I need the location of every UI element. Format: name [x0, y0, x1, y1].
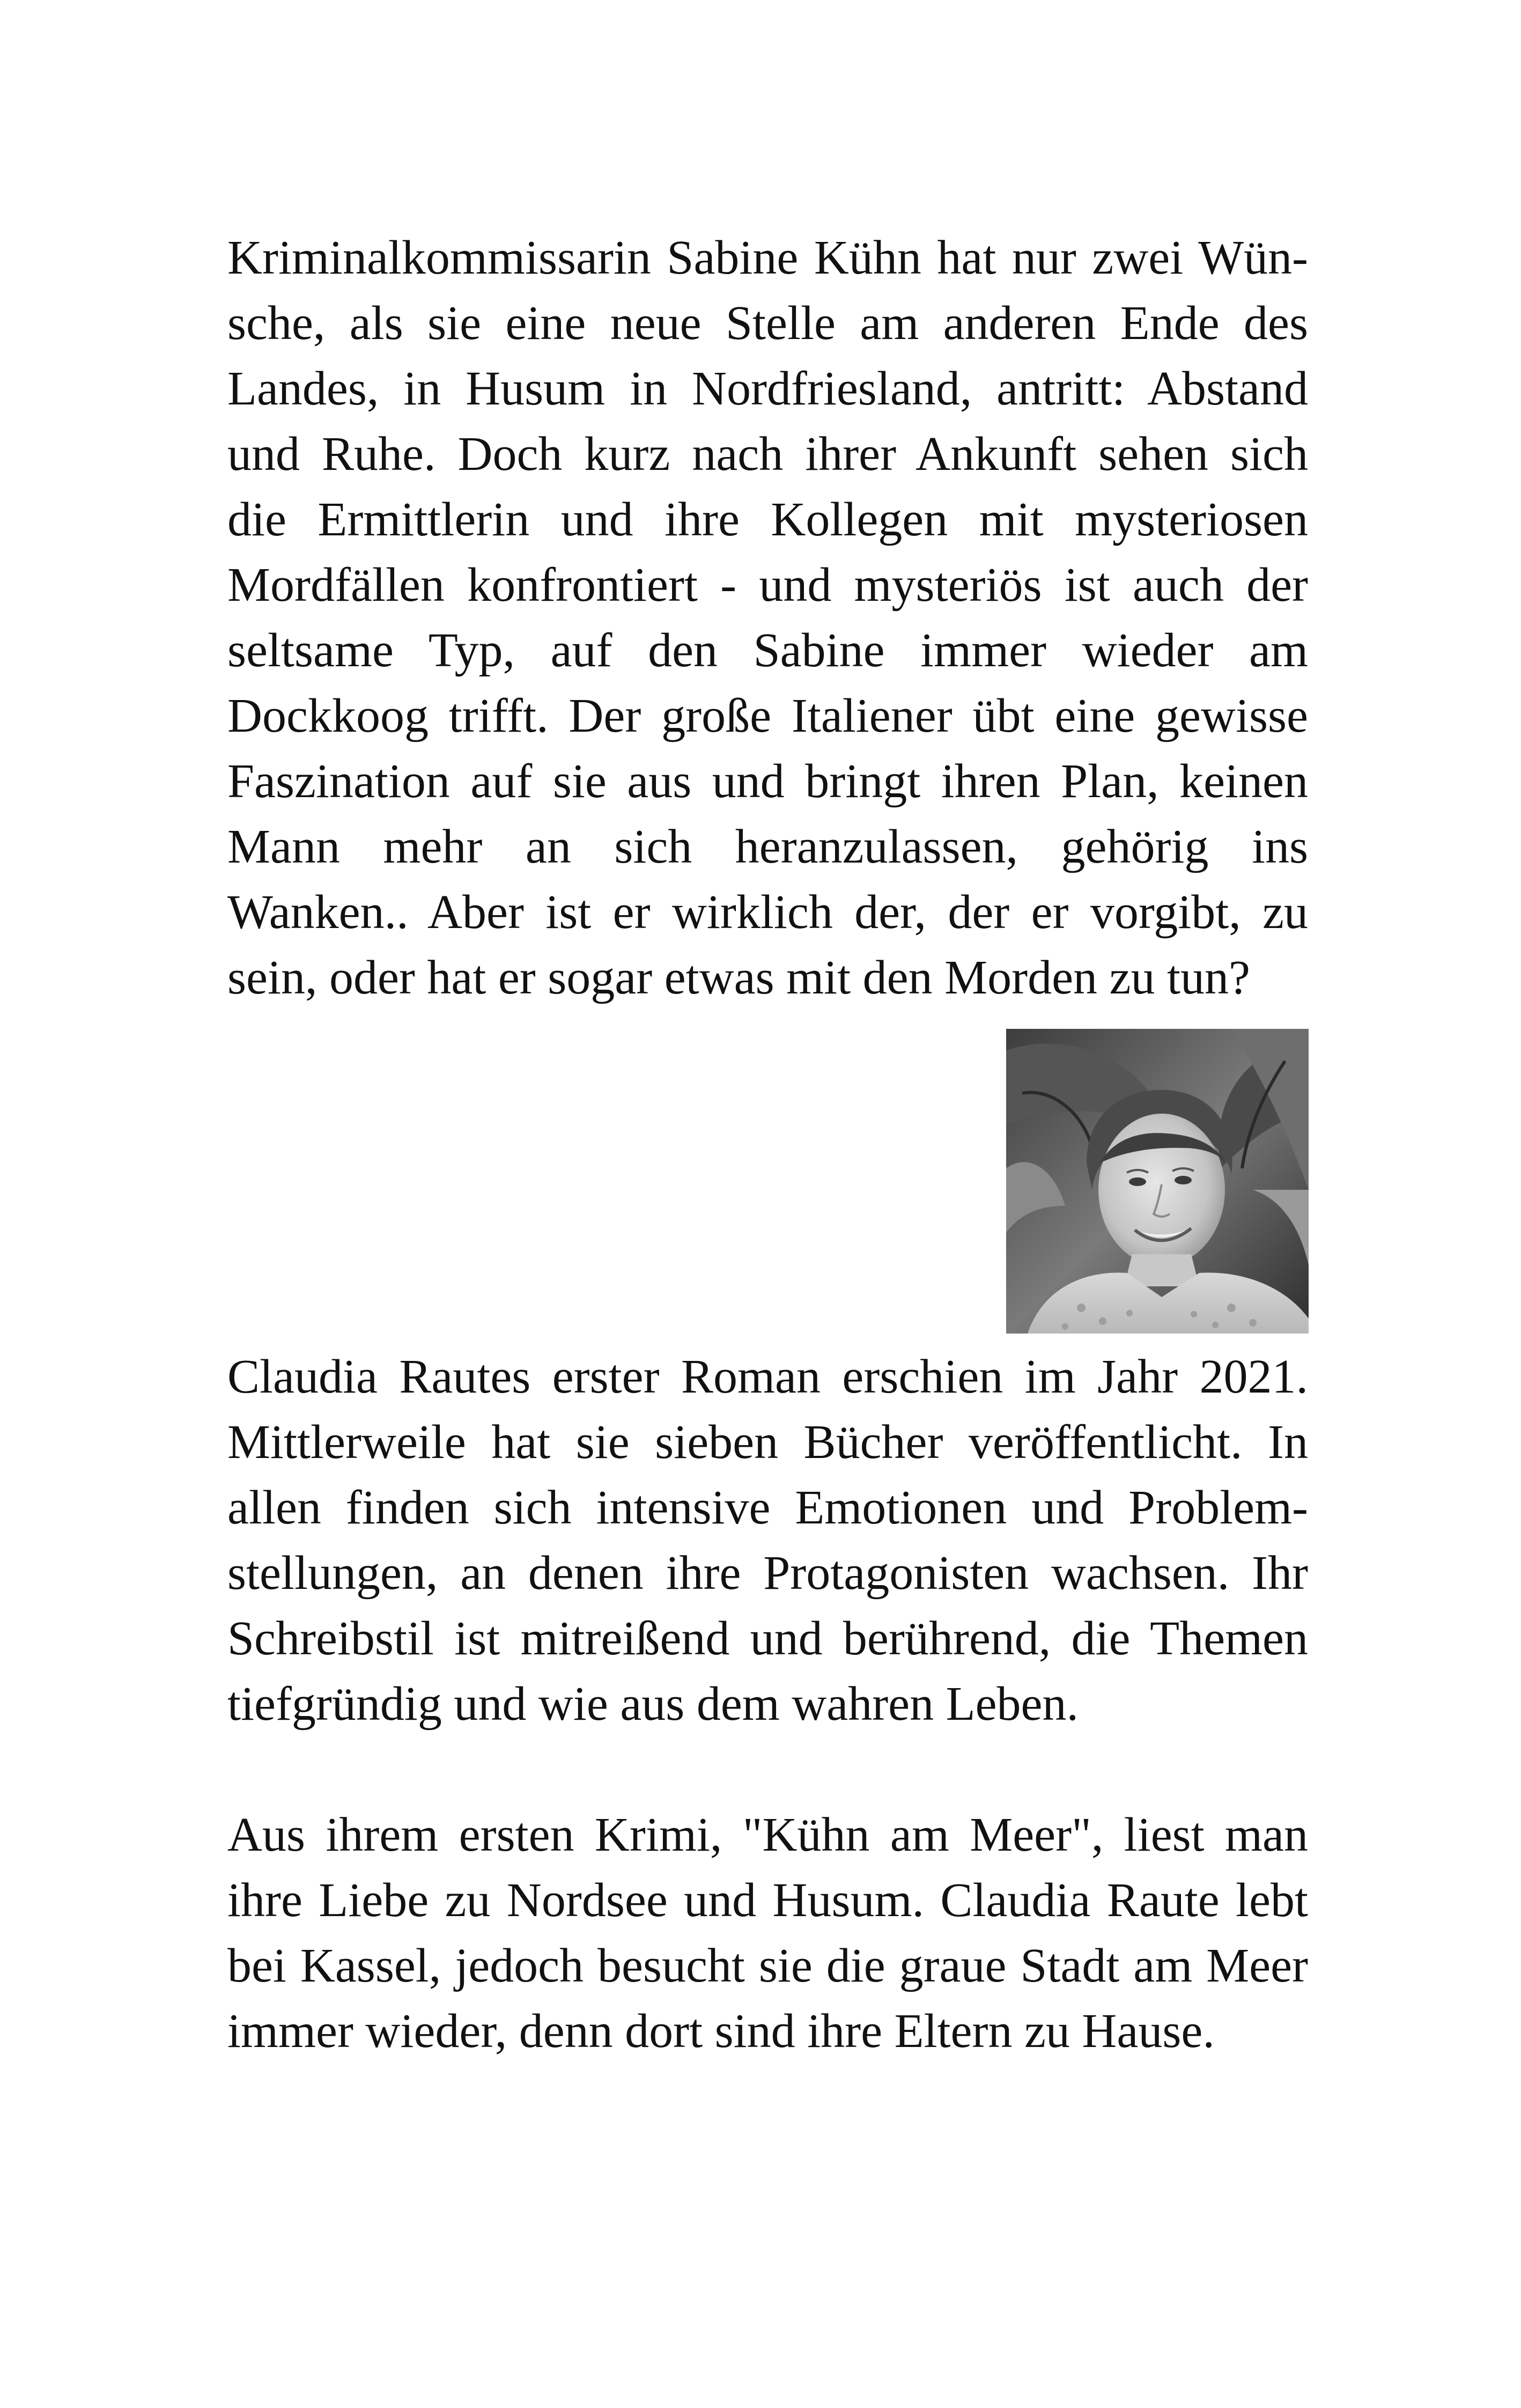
text-line: sche, als sie eine neue Stelle am anderen Ende des	[227, 297, 1308, 350]
text-line: Aus ihrem ersten Krimi, "Kühn am Meer", liest man	[227, 1808, 1308, 1861]
text-line: Landes, in Husum in Nordfriesland, antritt: Abstand	[227, 362, 1308, 415]
text-line: stellungen, an denen ihre Protagonisten wachsen. Ihr	[227, 1547, 1308, 1600]
text-line: Mittlerweile hat sie sieben Bücher veröffentlicht. In	[227, 1416, 1308, 1469]
blurb-text	[227, 225, 1308, 1011]
text-line: allen finden sich intensive Emotionen und Problem-	[227, 1481, 1308, 1534]
blurb-paragraph	[227, 225, 1308, 1011]
text-line: ihre Liebe zu Nordsee und Husum. Claudia Raute lebt	[227, 1874, 1308, 1927]
text-line: Dockkoog trifft. Der große Italiener übt eine gewisse	[227, 689, 1308, 742]
text-line: Mordfällen konfrontiert - und mysteriös ist auch der	[227, 558, 1308, 612]
text-line: seltsame Typ, auf den Sabine immer wieder am	[227, 624, 1308, 677]
text-line: tiefgründig und wie aus dem wahren Leben.	[227, 1677, 1079, 1730]
text-line: bei Kassel, jedoch besucht sie die graue Stadt am Meer	[227, 1939, 1308, 1992]
text-line: sein, oder hat er sogar etwas mit den Morden zu tun?	[227, 951, 1250, 1004]
text-line: Schreibstil ist mitreißend und berührend, die Themen	[227, 1612, 1308, 1665]
text-line: Mann mehr an sich heranzulassen, gehörig ins	[227, 820, 1308, 873]
author-bio-paragraph-2	[227, 1802, 1308, 2064]
author-portrait-photo	[1006, 1029, 1309, 1334]
text-line: Faszination auf sie aus und bringt ihren Plan, keinen	[227, 755, 1308, 808]
author-bio-2-text	[227, 1802, 1308, 2064]
text-line: die Ermittlerin und ihre Kollegen mit mysteriosen	[227, 493, 1308, 546]
author-bio-text	[227, 1344, 1308, 1737]
text-line: Claudia Rautes erster Roman erschien im Jahr 2021.	[227, 1350, 1308, 1403]
text-line: und Ruhe. Doch kurz nach ihrer Ankunft sehen sich	[227, 428, 1308, 481]
text-line: immer wieder, denn dort sind ihre Eltern zu Hause.	[227, 2005, 1215, 2058]
portrait-image	[1006, 1029, 1309, 1334]
text-line: Kriminalkommissarin Sabine Kühn hat nur zwei Wün-	[227, 231, 1308, 284]
text-line: Wanken.. Aber ist er wirklich der, der er vorgibt, zu	[227, 886, 1308, 939]
author-bio-paragraph	[227, 1344, 1308, 1737]
